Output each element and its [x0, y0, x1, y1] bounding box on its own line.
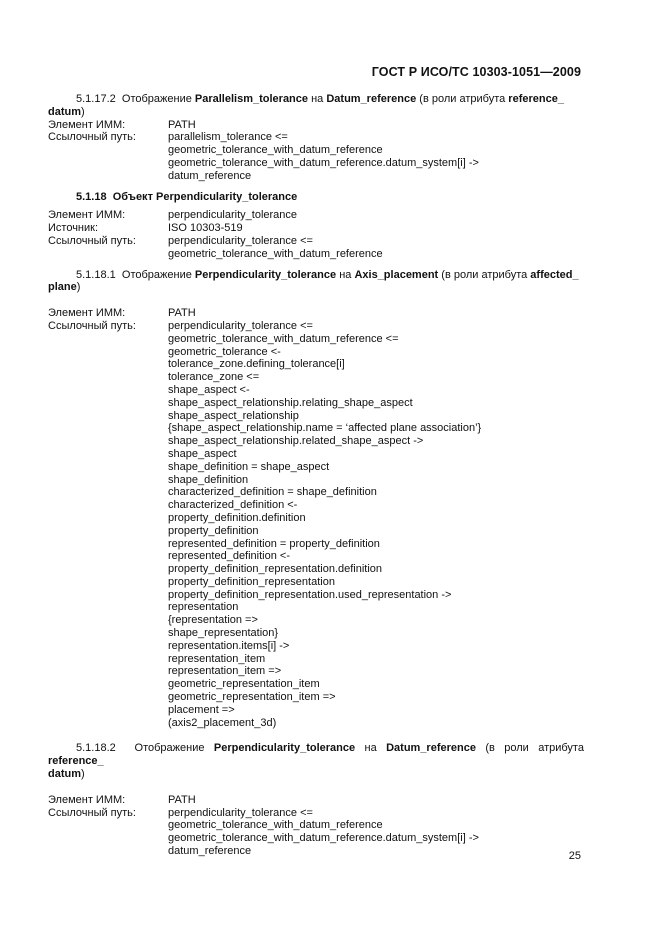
attribute-name-part-2: plane	[48, 281, 77, 294]
element-value-text: PATH	[168, 307, 196, 320]
reference-path-line: perpendicularity_tolerance <=	[168, 806, 313, 819]
role-text: (в роли атрибута	[485, 742, 584, 755]
attribute-name-part-2: datum	[48, 768, 81, 781]
reference-path-line: geometric_tolerance_with_datum_reference <=	[168, 332, 399, 345]
reference-path-line: geometric_tolerance <-	[168, 345, 281, 358]
section-heading-5-1-18-1	[48, 269, 584, 295]
element-label: Элемент ИММ:	[48, 118, 126, 131]
reference-path-line: shape_aspect_relationship	[168, 409, 299, 422]
element-row	[48, 794, 584, 807]
reference-path-lines	[168, 131, 584, 182]
reference-path-line: geometric_tolerance_with_datum_reference.datum_system[i] ->	[168, 156, 479, 169]
section-number: 5.1.18.1	[76, 268, 116, 281]
section-heading-5-1-18-2	[48, 742, 584, 780]
reference-path-line: tolerance_zone.defining_tolerance[i]	[168, 358, 345, 371]
reference-path-row	[48, 320, 584, 730]
reference-path-line: characterized_definition = shape_definition	[168, 486, 377, 499]
page-header: ГОСТ Р ИСО/ТС 10303-1051—2009	[371, 65, 581, 79]
reference-path-line: perpendicularity_tolerance <=	[168, 234, 313, 247]
target-name: Datum_reference	[326, 93, 417, 105]
attribute-name-part-1: reference_	[48, 755, 104, 768]
element-value-text: perpendicularity_tolerance	[168, 209, 298, 222]
element-row	[48, 307, 584, 320]
entity-name: Perpendicularity_tolerance	[194, 268, 337, 281]
element-value-text: PATH	[168, 793, 196, 806]
element-value	[168, 307, 584, 320]
section-heading-5-1-18	[48, 191, 584, 204]
element-row	[48, 119, 584, 132]
reference-path-line: geometric_tolerance_with_datum_reference	[168, 247, 383, 260]
reference-path-line: property_definition	[168, 524, 259, 537]
attribute-name-part-1: reference_	[508, 93, 564, 105]
element-label: Элемент ИММ:	[48, 793, 126, 806]
reference-path-line: geometric_representation_item =>	[168, 691, 336, 704]
on-word: на	[311, 93, 324, 105]
close-paren: )	[76, 281, 81, 294]
target-name: Datum_reference	[386, 742, 476, 755]
source-row	[48, 222, 584, 235]
section-heading-5-1-17-2	[48, 93, 584, 119]
reference-path-line: shape_representation}	[168, 627, 279, 640]
element-value	[168, 209, 584, 222]
reference-path-line: shape_aspect <-	[168, 383, 250, 396]
on-word: на	[339, 268, 352, 281]
reference-path-line: property_definition_representation	[168, 575, 335, 588]
section-word: Отображение	[121, 93, 192, 105]
reference-path-lines	[168, 235, 584, 261]
reference-path-line: representation.items[i] ->	[168, 639, 290, 652]
reference-path-line: represented_definition = property_definition	[168, 537, 380, 550]
reference-path-line: tolerance_zone <=	[168, 371, 260, 384]
reference-path-line: shape_aspect	[168, 447, 237, 460]
reference-path-line: parallelism_tolerance <=	[168, 131, 288, 144]
reference-path-line: geometric_tolerance_with_datum_reference	[168, 144, 383, 157]
document-body	[48, 93, 584, 858]
reference-path-row	[48, 235, 584, 261]
entity-name: Parallelism_tolerance	[194, 93, 309, 105]
reference-path-line: placement =>	[168, 703, 235, 716]
reference-path-line: shape_aspect_relationship.relating_shape_aspect	[168, 396, 413, 409]
section-number: 5.1.17.2	[76, 93, 116, 105]
reference-path-line: shape_aspect_relationship.related_shape_aspect ->	[168, 435, 424, 448]
section-word: Объект	[112, 190, 153, 203]
element-label: Элемент ИММ:	[48, 307, 126, 320]
source-value	[168, 222, 584, 235]
reference-path-line: datum_reference	[168, 845, 252, 858]
target-name: Axis_placement	[354, 268, 439, 281]
element-label: Элемент ИММ:	[48, 209, 126, 222]
reference-path-line: representation_item =>	[168, 665, 282, 678]
reference-path-label: Ссылочный путь:	[48, 806, 136, 819]
reference-path-line: represented_definition <-	[168, 550, 290, 563]
reference-path-label: Ссылочный путь:	[48, 319, 136, 332]
element-row	[48, 209, 584, 222]
close-paren: )	[81, 768, 85, 781]
reference-path-line: representation_item	[168, 652, 266, 665]
page-number: 25	[568, 850, 581, 862]
role-text: (в роли атрибута	[441, 268, 528, 281]
role-text: (в роли атрибута	[419, 93, 506, 105]
reference-path-line: property_definition_representation.definition	[168, 563, 383, 576]
attribute-name-part-2: datum	[48, 105, 81, 118]
reference-path-lines	[168, 320, 584, 730]
reference-path-line: shape_definition	[168, 473, 249, 486]
element-value-text: PATH	[168, 118, 196, 131]
reference-path-line: datum_reference	[168, 169, 252, 182]
reference-path-line: geometric_tolerance_with_datum_reference	[168, 819, 383, 832]
reference-path-line: perpendicularity_tolerance <=	[168, 319, 313, 332]
attribute-name-part-1: affected_	[530, 268, 579, 281]
close-paren: )	[81, 105, 85, 118]
reference-path-line: property_definition_representation.used_representation ->	[168, 588, 452, 601]
reference-path-line: (axis2_placement_3d)	[168, 716, 277, 729]
section-word: Отображение	[134, 742, 205, 755]
element-value	[168, 119, 584, 132]
on-word: на	[364, 742, 377, 755]
section-word: Отображение	[121, 268, 192, 281]
section-number: 5.1.18.2	[76, 742, 116, 755]
reference-path-line: {shape_aspect_relationship.name = ‘affected plane association’}	[168, 422, 482, 435]
reference-path-line: geometric_representation_item	[168, 678, 320, 691]
reference-path-lines	[168, 807, 584, 858]
reference-path-line: geometric_tolerance_with_datum_reference.datum_system[i] ->	[168, 832, 479, 845]
entity-name: Perpendicularity_tolerance	[156, 190, 298, 203]
entity-name: Perpendicularity_tolerance	[213, 742, 356, 755]
reference-path-label: Ссылочный путь:	[48, 234, 136, 247]
reference-path-row	[48, 807, 584, 858]
reference-path-row	[48, 131, 584, 182]
reference-path-line: {representation =>	[168, 614, 258, 627]
reference-path-line: property_definition.definition	[168, 511, 306, 524]
reference-path-line: shape_definition = shape_aspect	[168, 460, 330, 473]
reference-path-label: Ссылочный путь:	[48, 131, 136, 144]
section-number: 5.1.18	[76, 190, 107, 203]
source-label: Источник:	[48, 222, 99, 235]
reference-path-line: characterized_definition <-	[168, 499, 298, 512]
element-value	[168, 794, 584, 807]
source-value-text: ISO 10303-519	[168, 222, 243, 235]
reference-path-line: representation	[168, 601, 239, 614]
